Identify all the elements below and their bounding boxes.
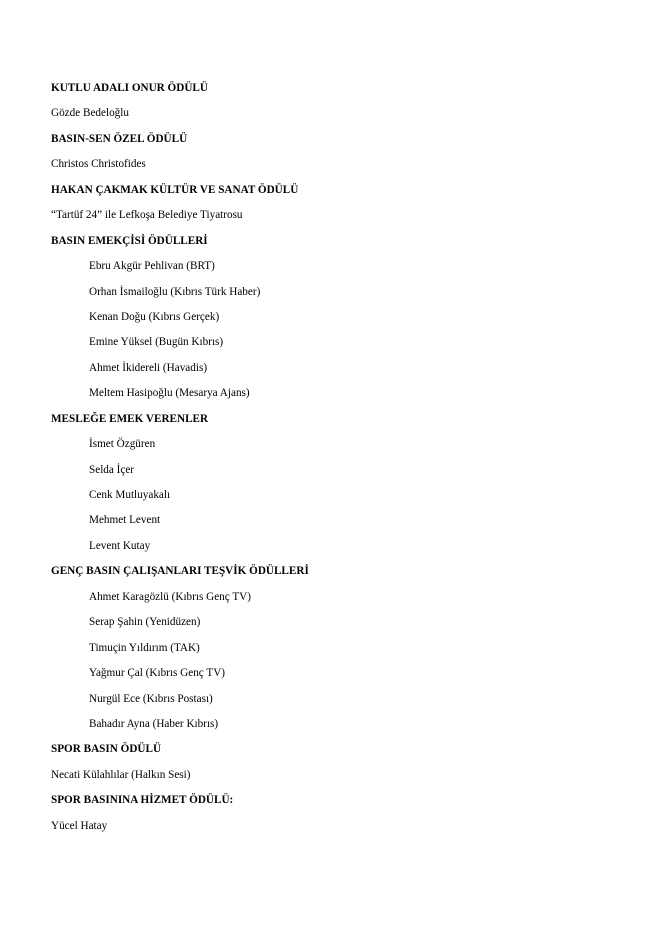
award-recipient: Ahmet İkidereli (Havadis): [89, 361, 208, 374]
award-recipient: Selda İçer: [89, 463, 135, 476]
section-heading: GENÇ BASIN ÇALIŞANLARI TEŞVİK ÖDÜLLERİ: [51, 565, 309, 578]
award-recipient: “Tartüf 24” ile Lefkoşa Belediye Tiyatrosu: [51, 209, 243, 222]
award-recipient: Meltem Hasipoğlu (Mesarya Ajans): [89, 387, 250, 400]
award-recipient: Ebru Akgür Pehlivan (BRT): [89, 260, 215, 273]
award-recipient: Mehmet Levent: [89, 514, 161, 527]
award-recipient: Nurgül Ece (Kıbrıs Postası): [89, 692, 213, 705]
award-recipient: Gözde Bedeloğlu: [51, 107, 129, 120]
section-heading: SPOR BASIN ÖDÜLÜ: [51, 743, 162, 756]
award-recipient: Yücel Hatay: [51, 819, 108, 832]
section-heading: BASIN-SEN ÖZEL ÖDÜLÜ: [51, 132, 188, 145]
section-heading: SPOR BASININA HİZMET ÖDÜLÜ:: [51, 794, 234, 807]
section-heading: HAKAN ÇAKMAK KÜLTÜR VE SANAT ÖDÜLÜ: [51, 183, 299, 196]
award-recipient: Levent Kutay: [89, 539, 151, 552]
award-recipient: Ahmet Karagözlü (Kıbrıs Genç TV): [89, 590, 251, 603]
award-recipient: Timuçin Yıldırım (TAK): [89, 641, 200, 654]
award-recipient: Emine Yüksel (Bugün Kıbrıs): [89, 336, 224, 349]
award-recipient: Christos Christofides: [51, 158, 146, 171]
award-recipient: Serap Şahin (Yenidüzen): [89, 616, 201, 629]
award-recipient: Yağmur Çal (Kıbrıs Genç TV): [89, 667, 225, 680]
section-heading: MESLEĞE EMEK VERENLER: [51, 412, 209, 425]
section-heading: BASIN EMEKÇİSİ ÖDÜLLERİ: [51, 234, 208, 247]
award-recipient: Necati Külahlılar (Halkın Sesi): [51, 768, 191, 781]
award-recipient: Kenan Doğu (Kıbrıs Gerçek): [89, 310, 220, 323]
award-recipient: Orhan İsmailoğlu (Kıbrıs Türk Haber): [89, 285, 261, 298]
award-recipient: Bahadır Ayna (Haber Kıbrıs): [89, 717, 219, 730]
award-recipient: İsmet Özgüren: [89, 438, 156, 451]
award-recipient: Cenk Mutluyakalı: [89, 489, 171, 501]
section-heading: KUTLU ADALI ONUR ÖDÜLÜ: [51, 82, 208, 94]
